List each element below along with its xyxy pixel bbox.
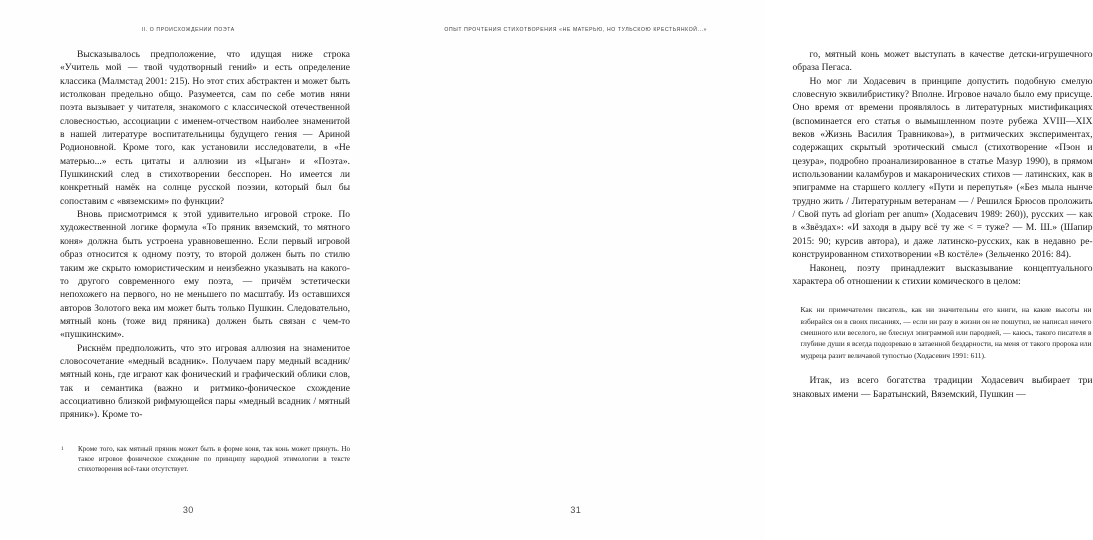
paragraph: Наконец, поэту принадлежит высказывание концептуального характера об отношении к стихии комического в целом:: [792, 262, 1093, 287]
running-head-right: ОПЫТ ПРОЧТЕНИЯ СТИХОТВОРЕНИЯ «НЕ МАТЕРЬЮ, НО ТУЛЬСКОЮ КРЕСТЬЯНКОЙ...»: [444, 27, 708, 33]
page-left: [0, 0, 383, 540]
footnote: [60, 444, 350, 475]
paragraph: Но мог ли Ходасевич в принципе допустить подобную смелую словесную эквилибристику? Вполне. Игровое начало было ему присуще. Оно время от времени проявлялось в литературных мистификациях (вспоминается его статья о вымышленном поэте рубежа XVIII—XIX веков «Жизнь Василия Травникова»), в ритмических экспериментах, содержащих скрытый эротический смысл (стихотворение «Пэон и цезура», подробно проанализированное в статье Мазур 1990), в прямом использовании каламбуров и макаронических стихов — латинских, как в эпиграмме на старшего коллегу «Пути и перепутья» («Без мыла нынче трудно жить / Литературным ветеранам — / Решился Брюсов проложить / Свой путь ad gloriam per anum» (Ходасевич 1989: 260)), русских — как в «Звёздах»: «И заходя в дыру всё ту же < = туже? — М. Ш.» (Шапир 2015: 90; курсив автора), и даже латинско-русских, как в недавно реконструированном стихотворении «В костёле» (Зельченко 2016: 84).: [792, 75, 1093, 261]
page-right: [383, 0, 1093, 540]
page-number-right: 31: [570, 505, 582, 515]
footnote-area: [60, 444, 350, 475]
text-column-left: [60, 48, 350, 422]
footnote-text: Кроме того, как мятный пряник может быть в форме коня, так конь может прянуть. Но такое игровое фоническое схождение по принципу народной этимологии в тексте стихотворения всё-таки отсутствует.: [78, 445, 350, 474]
blockquote: [793, 304, 1093, 361]
page-number-left: 30: [182, 505, 194, 515]
running-head-left: II. О ПРОИСХОЖДЕНИИ ПОЭТА: [141, 27, 235, 33]
blockquote-text: Как ни примечателен писатель, как ни значительны его книги, на какие высоты ни взбирайся он в своих писаниях, — если ни разу в жизни он не пошутил, не написал ничего смешного или веселого, не блеснул эпиграммой или пародией, — каюсь, такого писателя в глубине души я всегда подозреваю в затаенной бездарности, на меня от такого пророка или мудреца разит величавой тупостью (Ходасевич 1991: 611).: [800, 305, 1092, 360]
paragraph-with-footnote-ref: Рискнём предположить, что это игровая аллюзия на знаменитое словосочетание «медный всадник». Получаем пару медный всадник/мятный конь, где играют как фонический и графический облики слов, так и семантика (важно и ритмико-фоническое схождение ассоциативно близкой рифмующейся пары «медный всадник / мятный пряник»). Кроме то-: [60, 342, 350, 421]
paragraph: Вновь присмотримся к этой удивительно игровой строке. По художественной логике формула «То пряник вяземский, то мятного коня» должна быть устроена уравновешенно. Если первый игровой образ относится к одному поэту, то второй должен быть по стилю таким же скрыто юмористическим и неизбежно указывать на какого-то другого современного ему поэта, — причём эстетически непохожего на первого, но не меньшего по масштабу. Из оставшихся авторов Золотого века им может быть только Пушкин. Следовательно, мятный конь (тоже вид пряника) должен быть связан с чем-то «пушкинским».: [60, 209, 350, 341]
footnote-marker: 1: [61, 445, 64, 452]
paragraph: го, мятный конь может выступать в качестве детски-игрушечного образа Пегаса.: [792, 49, 1093, 74]
paragraph: Итак, из всего богатства традиции Ходасевич выбирает три знаковых имени — Баратынский, Вяземский, Пушкин —: [792, 375, 1093, 400]
text-column-right: [793, 48, 1093, 401]
paragraph: Высказывалось предположение, что идущая ниже строка «Учитель мой — твой чудотворный гений» и есть определение классика (Малмстад 2001: 215). Но этот стих абстрактен и может быть истолкован предельно общо. Разумеется, сам по себе мотив няни поэта вызывает у читателя, знакомого с классической отечественной словесностью, ассоциации с именем-отчеством наиболее знаменитой в нашей литературе воспитательницы будущего гения — Ариной Родионовной. Кроме того, как установили исследователи, в «Не матерью...» есть цитаты и аллюзии из «Цыган» и «Поэта». Пушкинский след в стихотворении бесспорен. Но имеется ли конкретный намёк на солнце русской поэзии, который был бы сопоставим с «вяземским» по функции?: [60, 49, 350, 207]
